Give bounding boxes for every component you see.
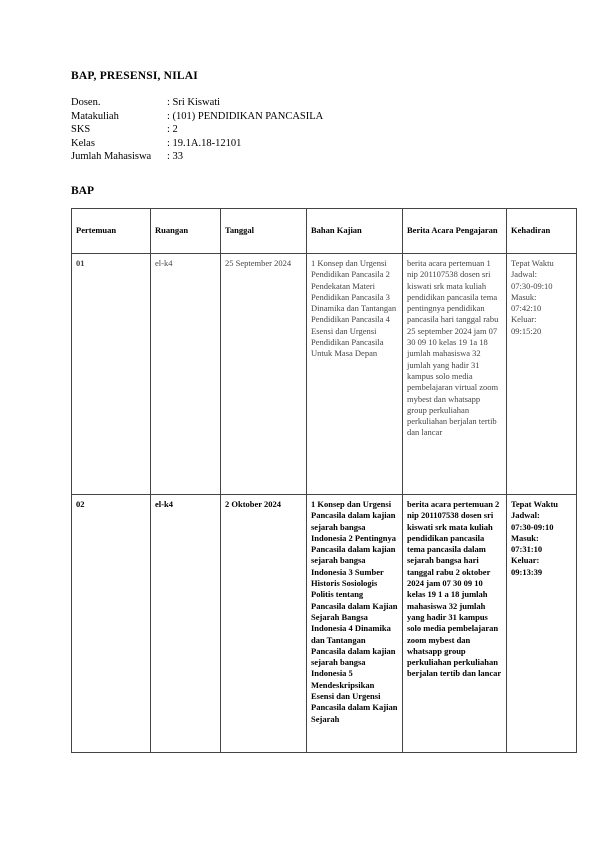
column-header-berita-acara: Berita Acara Pengajaran bbox=[403, 209, 507, 254]
cell-ruangan: el-k4 bbox=[151, 254, 221, 495]
info-value: : 2 bbox=[167, 124, 178, 135]
info-label: SKS bbox=[71, 124, 91, 135]
info-row-jumlah-mahasiswa bbox=[71, 150, 323, 164]
section-title-bap: BAP bbox=[71, 185, 94, 197]
cell-tanggal: 2 Oktober 2024 bbox=[221, 495, 307, 753]
column-header-bahan-kajian: Bahan Kajian bbox=[307, 209, 403, 254]
column-header-ruangan: Ruangan bbox=[151, 209, 221, 254]
info-value: : 33 bbox=[167, 151, 184, 162]
bap-table bbox=[71, 208, 577, 753]
info-value: : 19.1A.18-12101 bbox=[167, 137, 242, 149]
cell-kehadiran bbox=[507, 495, 577, 753]
info-label: Kelas bbox=[71, 137, 95, 149]
kehadiran-masuk-value: 07:31:10 bbox=[511, 544, 543, 555]
kehadiran-keluar-label: Keluar: bbox=[511, 314, 537, 325]
kehadiran-keluar-label: Keluar: bbox=[511, 555, 540, 566]
info-value: : Sri Kiswati bbox=[167, 97, 221, 108]
kehadiran-masuk-label: Masuk: bbox=[511, 291, 537, 302]
cell-bahan-kajian: 1 Konsep dan Urgensi Pendidikan Pancasila 2 Pendekatan Materi Pendidikan Pancasila 3 Dinamika dan Tantangan Pendidikan Pancasila 4 Esensi dan Urgensi Pendidikan Pancasila Untuk Masa Depan bbox=[307, 254, 403, 495]
kehadiran-status: Tepat Waktu bbox=[511, 499, 559, 509]
info-label: Jumlah Mahasiswa bbox=[71, 151, 152, 162]
course-info bbox=[71, 96, 323, 164]
cell-ruangan: el-k4 bbox=[151, 495, 221, 753]
kehadiran-jadwal-label: Jadwal: bbox=[511, 510, 540, 521]
kehadiran-keluar-value: 09:15:20 bbox=[511, 325, 542, 336]
document-title: BAP, PRESENSI, NILAI bbox=[71, 70, 198, 82]
info-row-matakuliah bbox=[71, 110, 323, 124]
kehadiran-masuk-value: 07:42:10 bbox=[511, 303, 542, 314]
info-row-kelas bbox=[71, 137, 323, 151]
kehadiran-status: Tepat Waktu bbox=[511, 258, 554, 268]
info-label: Dosen. bbox=[71, 97, 101, 108]
kehadiran-jadwal-label: Jadwal: bbox=[511, 269, 537, 280]
kehadiran-jadwal-value: 07:30-09:10 bbox=[511, 280, 553, 291]
cell-pertemuan: 01 bbox=[72, 254, 151, 495]
cell-berita-acara: berita acara pertemuan 2 nip 201107538 dosen sri kiswati srk mata kuliah pendidikan pancasila tema pancasila dalam sejarah bangsa hari tanggal rabu 2 oktober 2024 jam 07 30 09 10 kelas 19 1 a 18 jumlah mahasiswa 32 jumlah yang hadir 31 kampus solo media pembelajaran zoom mybest dan whatsapp group perkuliahan perkuliahan berjalan tertib dan lancar bbox=[403, 495, 507, 753]
table-row bbox=[72, 254, 577, 495]
table-row bbox=[72, 495, 577, 753]
cell-bahan-kajian: 1 Konsep dan Urgensi Pancasila dalam kajian sejarah bangsa Indonesia 2 Pentingnya Pancasila dalam kajian sejarah bangsa Indonesia 3 Sumber Historis Sosiologis Politis tentang Pancasila dalam Kajian Sejarah Bangsa Indonesia 4 Dinamika dan Tantangan Pancasila dalam kajian sejarah bangsa Indonesia 5 Mendeskripsikan Esensi dan Urgensi Pancasila dalam Kajian Sejarah bbox=[307, 495, 403, 753]
column-header-kehadiran: Kehadiran bbox=[507, 209, 577, 254]
kehadiran-keluar-value: 09:13:39 bbox=[511, 566, 543, 577]
column-header-tanggal: Tanggal bbox=[221, 209, 307, 254]
cell-berita-acara: berita acara pertemuan 1 nip 201107538 dosen sri kiswati srk mata kuliah pendidikan pancasila tema pentingnya pendidikan pancasila hari tanggal rabu 25 september 2024 jam 07 30 09 10 kelas 19 1a 18 jumlah mahasiswa 32 jumlah yang hadir 31 kampus solo media pembelajaran virtual zoom mybest dan whatsapp group perkuliahan perkuliahan berjalan tertib dan lancar bbox=[403, 254, 507, 495]
table-header-row bbox=[72, 209, 577, 254]
info-row-sks bbox=[71, 123, 323, 137]
cell-pertemuan: 02 bbox=[72, 495, 151, 753]
column-header-pertemuan: Pertemuan bbox=[72, 209, 151, 254]
kehadiran-masuk-label: Masuk: bbox=[511, 532, 539, 543]
cell-kehadiran bbox=[507, 254, 577, 495]
cell-tanggal: 25 September 2024 bbox=[221, 254, 307, 495]
info-label: Matakuliah bbox=[71, 110, 119, 122]
info-value: : (101) PENDIDIKAN PANCASILA bbox=[167, 110, 324, 122]
info-row-dosen bbox=[71, 96, 323, 110]
kehadiran-jadwal-value: 07:30-09:10 bbox=[511, 521, 554, 532]
